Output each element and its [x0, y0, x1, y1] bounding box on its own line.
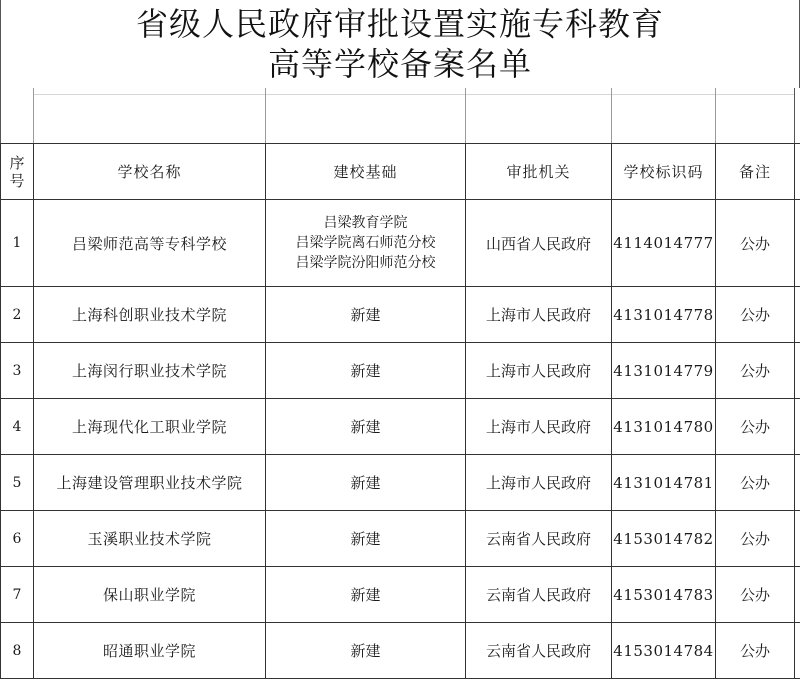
school-name-cell: 吕梁师范高等专科学校	[34, 200, 266, 287]
school-name-cell: 上海现代化工职业学院	[34, 399, 266, 455]
edge-cell	[795, 343, 800, 399]
edge-cell	[795, 200, 800, 287]
header-edge	[795, 144, 800, 200]
table-row	[1, 511, 800, 567]
remarks-cell: 公办	[716, 567, 795, 623]
seq-cell: 5	[1, 455, 34, 511]
school-code-cell: 4153014784	[612, 623, 716, 679]
seq-cell: 6	[1, 511, 34, 567]
remarks-cell: 公办	[716, 623, 795, 679]
table-row	[1, 455, 800, 511]
table-row	[1, 567, 800, 623]
table-row	[1, 287, 800, 343]
founding-basis-cell: 新建	[266, 399, 466, 455]
founding-basis-cell: 新建	[266, 511, 466, 567]
founding-basis-cell: 新建	[266, 567, 466, 623]
edge-cell	[795, 287, 800, 343]
school-name-cell: 上海科创职业技术学院	[34, 287, 266, 343]
title-line-1: 省级人民政府审批设置实施专科教育	[135, 5, 664, 43]
school-name-cell: 上海建设管理职业技术学院	[34, 455, 266, 511]
school-code-cell: 4131014779	[612, 343, 716, 399]
header-school-code: 学校标识码	[612, 144, 716, 200]
edge-cell	[795, 623, 800, 679]
table-row	[1, 200, 800, 287]
school-name-cell: 保山职业学院	[34, 567, 266, 623]
blank-cell	[794, 88, 800, 143]
seq-cell: 3	[1, 343, 34, 399]
school-code-cell: 4153014782	[612, 511, 716, 567]
document-title	[0, 0, 800, 88]
approval-authority-cell: 云南省人民政府	[466, 567, 612, 623]
edge-cell	[795, 567, 800, 623]
remarks-cell: 公办	[716, 455, 795, 511]
remarks-cell: 公办	[716, 399, 795, 455]
blank-cell	[465, 88, 611, 143]
approval-authority-cell: 云南省人民政府	[466, 511, 612, 567]
founding-basis-cell	[266, 200, 466, 287]
header-seq-line-2: 号	[9, 171, 25, 190]
founding-basis-cell: 新建	[266, 623, 466, 679]
seq-cell: 8	[1, 623, 34, 679]
remarks-cell: 公办	[716, 287, 795, 343]
school-list-table	[0, 143, 800, 679]
school-code-cell: 4153014783	[612, 567, 716, 623]
remarks-cell: 公办	[716, 200, 795, 287]
edge-cell	[795, 455, 800, 511]
school-code-cell: 4114014777	[612, 200, 716, 287]
approval-authority-cell: 上海市人民政府	[466, 343, 612, 399]
school-name-cell: 玉溪职业技术学院	[34, 511, 266, 567]
approval-authority-cell: 上海市人民政府	[466, 399, 612, 455]
header-remarks: 备注	[716, 144, 795, 200]
seq-cell: 2	[1, 287, 34, 343]
seq-cell: 4	[1, 399, 34, 455]
school-name-cell: 昭通职业学院	[34, 623, 266, 679]
school-code-cell: 4131014778	[612, 287, 716, 343]
edge-cell	[795, 399, 800, 455]
header-school-name: 学校名称	[34, 144, 266, 200]
approval-authority-cell: 上海市人民政府	[466, 455, 612, 511]
header-seq	[1, 144, 34, 200]
blank-cell	[0, 88, 33, 143]
table-row	[1, 623, 800, 679]
approval-authority-cell: 云南省人民政府	[466, 623, 612, 679]
remarks-cell: 公办	[716, 343, 795, 399]
school-code-cell: 4131014780	[612, 399, 716, 455]
founding-basis-line: 吕梁学院汾阳师范分校	[295, 255, 436, 271]
remarks-cell: 公办	[716, 511, 795, 567]
founding-basis-line: 吕梁教育学院	[323, 215, 408, 231]
edge-cell	[795, 511, 800, 567]
header-founding-basis: 建校基础	[266, 144, 466, 200]
table-row	[1, 343, 800, 399]
seq-cell: 7	[1, 567, 34, 623]
table-row	[1, 399, 800, 455]
school-code-cell: 4131014781	[612, 455, 716, 511]
title-line-2: 高等学校备案名单	[267, 45, 532, 83]
founding-basis-cell: 新建	[266, 455, 466, 511]
blank-cell	[611, 88, 715, 143]
founding-basis-cell: 新建	[266, 287, 466, 343]
founding-basis-line: 吕梁学院离石师范分校	[295, 235, 436, 251]
blank-cell	[33, 88, 265, 143]
header-approval-authority: 审批机关	[466, 144, 612, 200]
approval-authority-cell: 上海市人民政府	[466, 287, 612, 343]
blank-cell	[715, 88, 794, 143]
school-name-cell: 上海闵行职业技术学院	[34, 343, 266, 399]
blank-cell	[265, 88, 465, 143]
seq-cell: 1	[1, 200, 34, 287]
founding-basis-cell: 新建	[266, 343, 466, 399]
header-seq-line-1: 序	[9, 153, 25, 172]
approval-authority-cell: 山西省人民政府	[466, 200, 612, 287]
blank-spacer-row	[0, 88, 800, 143]
table-header-row	[1, 144, 800, 200]
